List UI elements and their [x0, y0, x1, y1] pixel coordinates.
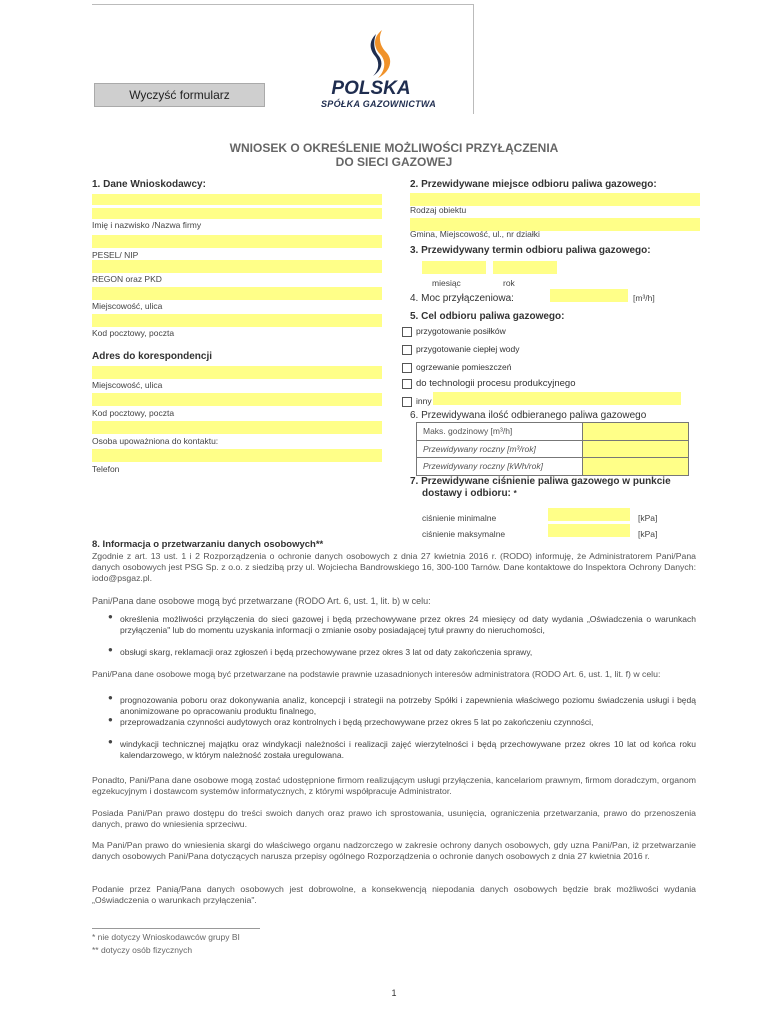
- rodo-interest-intro: Pani/Pana dane osobowe mogą być przetwarzane na podstawie prawnie uzasadnionych interesów administratora (RODO Art. 6, ust. 1, lit. f) w celu:: [92, 669, 661, 679]
- purpose-option-2: przygotowanie ciepłej wody: [416, 344, 520, 354]
- logo-line2: SPÓŁKA GAZOWNICTWA: [320, 99, 437, 109]
- corr-city-label: Miejscowość, ulica: [92, 380, 163, 390]
- power-field[interactable]: [550, 289, 628, 302]
- section-7-heading-line2: [422, 488, 517, 499]
- section-5-heading: 5. Cel odbioru paliwa gazowego:: [410, 311, 565, 322]
- purpose-checkbox-5[interactable]: [402, 397, 412, 407]
- footnote-marker: *: [513, 489, 517, 498]
- power-unit: [m³/h]: [633, 293, 655, 303]
- year-field[interactable]: [493, 261, 557, 274]
- section-7-text: dostawy i odbioru:: [422, 488, 511, 499]
- phone-label: Telefon: [92, 464, 120, 474]
- rodo-bullet-3: prognozowania poboru oraz dokonywania analiz, koncepcji i strategii na potrzeby Spółki i zapewnienia właściwego poziomu świadczenia usługi i będą anonimizowane po opracowaniu produktu finalnego,: [120, 695, 696, 716]
- pesel-label: PESEL/ NIP: [92, 250, 139, 260]
- gas-quantity-table: [416, 422, 689, 476]
- rodo-purpose-intro: Pani/Pana dane osobowe mogą być przetwarzane (RODO Art. 6, ust. 1, lit. b) w celu:: [92, 596, 431, 606]
- pressure-max-unit: [kPa]: [638, 529, 658, 539]
- city-label: Miejscowość, ulica: [92, 301, 163, 311]
- table-row: [417, 458, 689, 476]
- month-label: miesiąc: [432, 278, 461, 288]
- year-label: rok: [503, 278, 515, 288]
- table-row-label: Przewidywany roczny [kWh/rok]: [417, 458, 583, 476]
- annual-m3-field[interactable]: [583, 440, 689, 458]
- section-6-heading: 6. Przewidywana ilość odbieranego paliwa gazowego: [410, 410, 647, 421]
- name-label: Imię i nazwisko /Nazwa firmy: [92, 220, 202, 230]
- annual-kwh-field[interactable]: [583, 458, 689, 476]
- bullet-dot: ●: [108, 645, 113, 654]
- city-field[interactable]: [92, 287, 382, 300]
- logo: [306, 24, 456, 116]
- logo-line1: POLSKA: [331, 78, 411, 99]
- table-row: [417, 423, 689, 441]
- purpose-checkbox-4[interactable]: [402, 379, 412, 389]
- section-3-heading: 3. Przewidywany termin odbioru paliwa gazowego:: [410, 245, 651, 256]
- form-title-line1: WNIOSEK O OKREŚLENIE MOŻLIWOŚCI PRZYŁĄCZENIA: [229, 141, 559, 155]
- rodo-rights: Posiada Pani/Pan prawo dostępu do treści swoich danych oraz prawo ich sprostowania, usunięcia, ograniczenia przetwarzania, prawo do przenoszenia danych, prawo do wniesienia sprzeciwu.: [92, 808, 696, 829]
- location-label: Gmina, Miejscowość, ul., nr działki: [410, 229, 540, 239]
- section-4-heading: 4. Moc przyłączeniowa:: [410, 293, 514, 304]
- footnote-2: ** dotyczy osób fizycznych: [92, 945, 193, 955]
- footnote-1: * nie dotyczy Wnioskodawców grupy BI: [92, 932, 240, 942]
- table-row: [417, 440, 689, 458]
- pressure-max-field[interactable]: [548, 524, 630, 537]
- purpose-checkbox-2[interactable]: [402, 345, 412, 355]
- rodo-bullet-4: przeprowadzania czynności audytowych oraz kontrolnych i będą przechowywane przez okres 5 lat po zakończeniu czynności,: [120, 717, 594, 727]
- rodo-intro: Zgodnie z art. 13 ust. 1 i 2 Rozporządzenia o ochronie danych osobowych z dnia 27 kwietnia 2016 r. (RODO) informuję, że Administratorem Pani/Pana danych osobowych jest PSG Sp. z o.o. z siedzibą przy ul. Wojciecha Bandrowskiego 16, 300-100 Tarnów. Dane kontaktowe do Inspektora Ochrony Danych: iodo@psgaz.pl.: [92, 551, 696, 583]
- purpose-checkbox-1[interactable]: [402, 327, 412, 337]
- pressure-min-unit: [kPa]: [638, 513, 658, 523]
- bullet-dot: ●: [108, 693, 113, 702]
- regon-label: REGON oraz PKD: [92, 274, 162, 284]
- rodo-bullet-2: obsługi skarg, reklamacji oraz zgłoszeń i będą przechowywane przez okres 3 lat od daty zakończenia sprawy,: [120, 647, 533, 657]
- clear-form-button[interactable]: Wyczyść formularz: [94, 83, 265, 107]
- purpose-option-5: inny: [416, 396, 432, 406]
- phone-field[interactable]: [92, 449, 382, 462]
- month-field[interactable]: [422, 261, 486, 274]
- regon-field[interactable]: [92, 260, 382, 273]
- purpose-option-4: do technologii procesu produkcyjnego: [416, 378, 576, 389]
- contact-field[interactable]: [92, 421, 382, 434]
- section-7-heading: 7. Przewidywane ciśnienie paliwa gazowego w punkcie: [410, 476, 671, 487]
- rodo-bullet-1: określenia możliwości przyłączenia do sieci gazowej i będą przechowywane przez okres 24 miesięcy od daty wydania „Oświadczenia o warunkach przyłączenia" lub do momentu uzyskania informacji o zmianie osoby posiadającej tytuł prawny do nieruchomości,: [120, 614, 696, 635]
- postal-field[interactable]: [92, 314, 382, 327]
- corr-postal-label: Kod pocztowy, poczta: [92, 408, 175, 418]
- section-8-heading: 8. Informacja o przetwarzaniu danych osobowych**: [92, 539, 324, 550]
- bullet-dot: ●: [108, 737, 113, 746]
- section-2-heading: 2. Przewidywane miejsce odbioru paliwa gazowego:: [410, 179, 657, 190]
- rodo-complaint: Ma Pani/Pan prawo do wniesienia skargi do właściwego organu nadzorczego w zakresie ochrony danych osobowych, gdy uzna Pani/Pan, iż przetwarzanie danych osobowych Pani/Pana dotyczących narusza przepisy ogólnego Rozporządzenia o ochronie danych osobowych z dnia 27 kwietnia 2016 r.: [92, 840, 696, 861]
- pressure-min-field[interactable]: [548, 508, 630, 521]
- purpose-other-field[interactable]: [433, 392, 681, 405]
- table-row-label: Maks. godzinowy [m³/h]: [417, 423, 583, 441]
- bullet-dot: ●: [108, 715, 113, 724]
- purpose-option-1: przygotowanie posiłków: [416, 326, 506, 336]
- purpose-checkbox-3[interactable]: [402, 363, 412, 373]
- corr-postal-field[interactable]: [92, 393, 382, 406]
- flame-icon: [360, 28, 400, 82]
- purpose-option-3: ogrzewanie pomieszczeń: [416, 362, 512, 372]
- section-1-heading: 1. Dane Wnioskodawcy:: [92, 179, 206, 190]
- object-type-label: Rodzaj obiektu: [410, 205, 467, 215]
- pesel-field[interactable]: [92, 235, 382, 248]
- rodo-voluntary: Podanie przez Panią/Pana danych osobowych jest dobrowolne, a konsekwencją niepodania danych osobowych będzie brak możliwości wydania „Oświadczenia o warunkach przyłączenia".: [92, 884, 696, 905]
- rodo-bullet-5: windykacji technicznej majątku oraz windykacji należności i realizacji zajęć wierzytelności i będą przechowywane przez okres 10 lat od końca roku kalendarzowego, w którym należność została uregulowana.: [120, 739, 696, 760]
- contact-label: Osoba upoważniona do kontaktu:: [92, 436, 219, 446]
- corr-city-field[interactable]: [92, 366, 382, 379]
- name-field-2[interactable]: [92, 208, 382, 219]
- name-field[interactable]: [92, 194, 382, 205]
- rodo-sharing: Ponadto, Pani/Pana dane osobowe mogą zostać udostępnione firmom realizującym usługi przyłączenia, kancelariom prawnym, firmom doradczym, organom egzekucyjnym i dostawcom systemów informatycznych, z którymi współpracuje Administrator.: [92, 775, 696, 796]
- postal-label: Kod pocztowy, poczta: [92, 328, 175, 338]
- table-row-label: Przewidywany roczny [m³/rok]: [417, 440, 583, 458]
- form-title-line2: DO SIECI GAZOWEJ: [335, 155, 453, 169]
- footnote-divider: [92, 928, 260, 929]
- pressure-min-label: ciśnienie minimalne: [422, 513, 497, 523]
- bullet-dot: ●: [108, 612, 113, 621]
- pressure-max-label: ciśnienie maksymalne: [422, 529, 506, 539]
- correspondence-heading: Adres do korespondencji: [92, 351, 213, 362]
- page-number: 1: [391, 988, 397, 998]
- max-hourly-field[interactable]: [583, 423, 689, 441]
